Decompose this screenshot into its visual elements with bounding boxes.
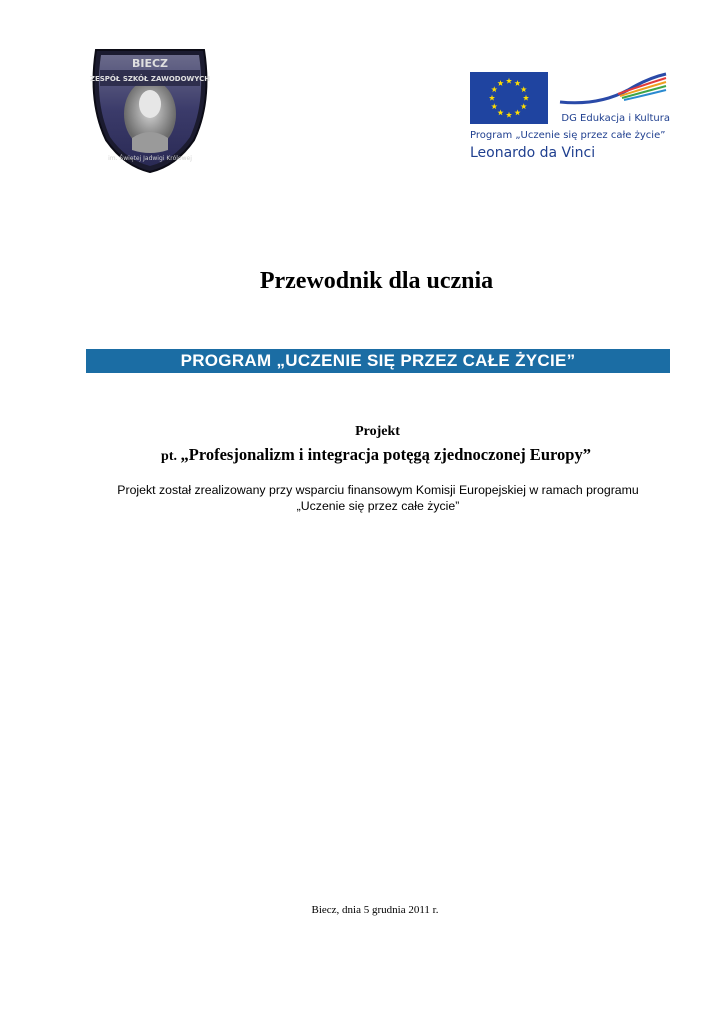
eu-flag-icon: [470, 72, 548, 124]
project-label: Projekt: [355, 424, 400, 439]
funding-statement: [80, 482, 676, 514]
dg-education-label: DG Edukacja i Kultura: [561, 113, 670, 124]
funding-line-1: Projekt został zrealizowany przy wsparciu finansowym Komisji Europejskiej w ramach programu: [117, 483, 639, 497]
page-title: Przewodnik dla ucznia: [259, 268, 494, 294]
llp-program-label: Program „Uczenie się przez całe życie”: [470, 130, 666, 141]
leonardo-label: Leonardo da Vinci: [470, 145, 596, 161]
school-crest-logo: [86, 42, 214, 174]
llp-swoosh-icon: [558, 72, 668, 110]
project-prefix: pt.: [161, 449, 181, 464]
svg-text:BIECZ: BIECZ: [131, 57, 169, 70]
svg-text:ZESPÓŁ SZKÓŁ ZAWODOWYCH: ZESPÓŁ SZKÓŁ ZAWODOWYCH: [89, 75, 211, 83]
date-place-line: Biecz, dnia 5 grudnia 2011 r.: [311, 904, 439, 916]
svg-text:im. Świętej Jadwigi Królowej: im. Świętej Jadwigi Królowej: [108, 155, 192, 162]
funding-line-2: „Uczenie się przez całe życie”: [296, 499, 460, 513]
project-name: „Profesjonalizm i integracja potęgą zjednoczonej Europy”: [180, 445, 591, 464]
eu-llp-logo: [470, 72, 670, 168]
project-title: [0, 445, 725, 465]
program-banner: PROGRAM „UCZENIE SIĘ PRZEZ CAŁE ŻYCIE”: [86, 349, 670, 373]
